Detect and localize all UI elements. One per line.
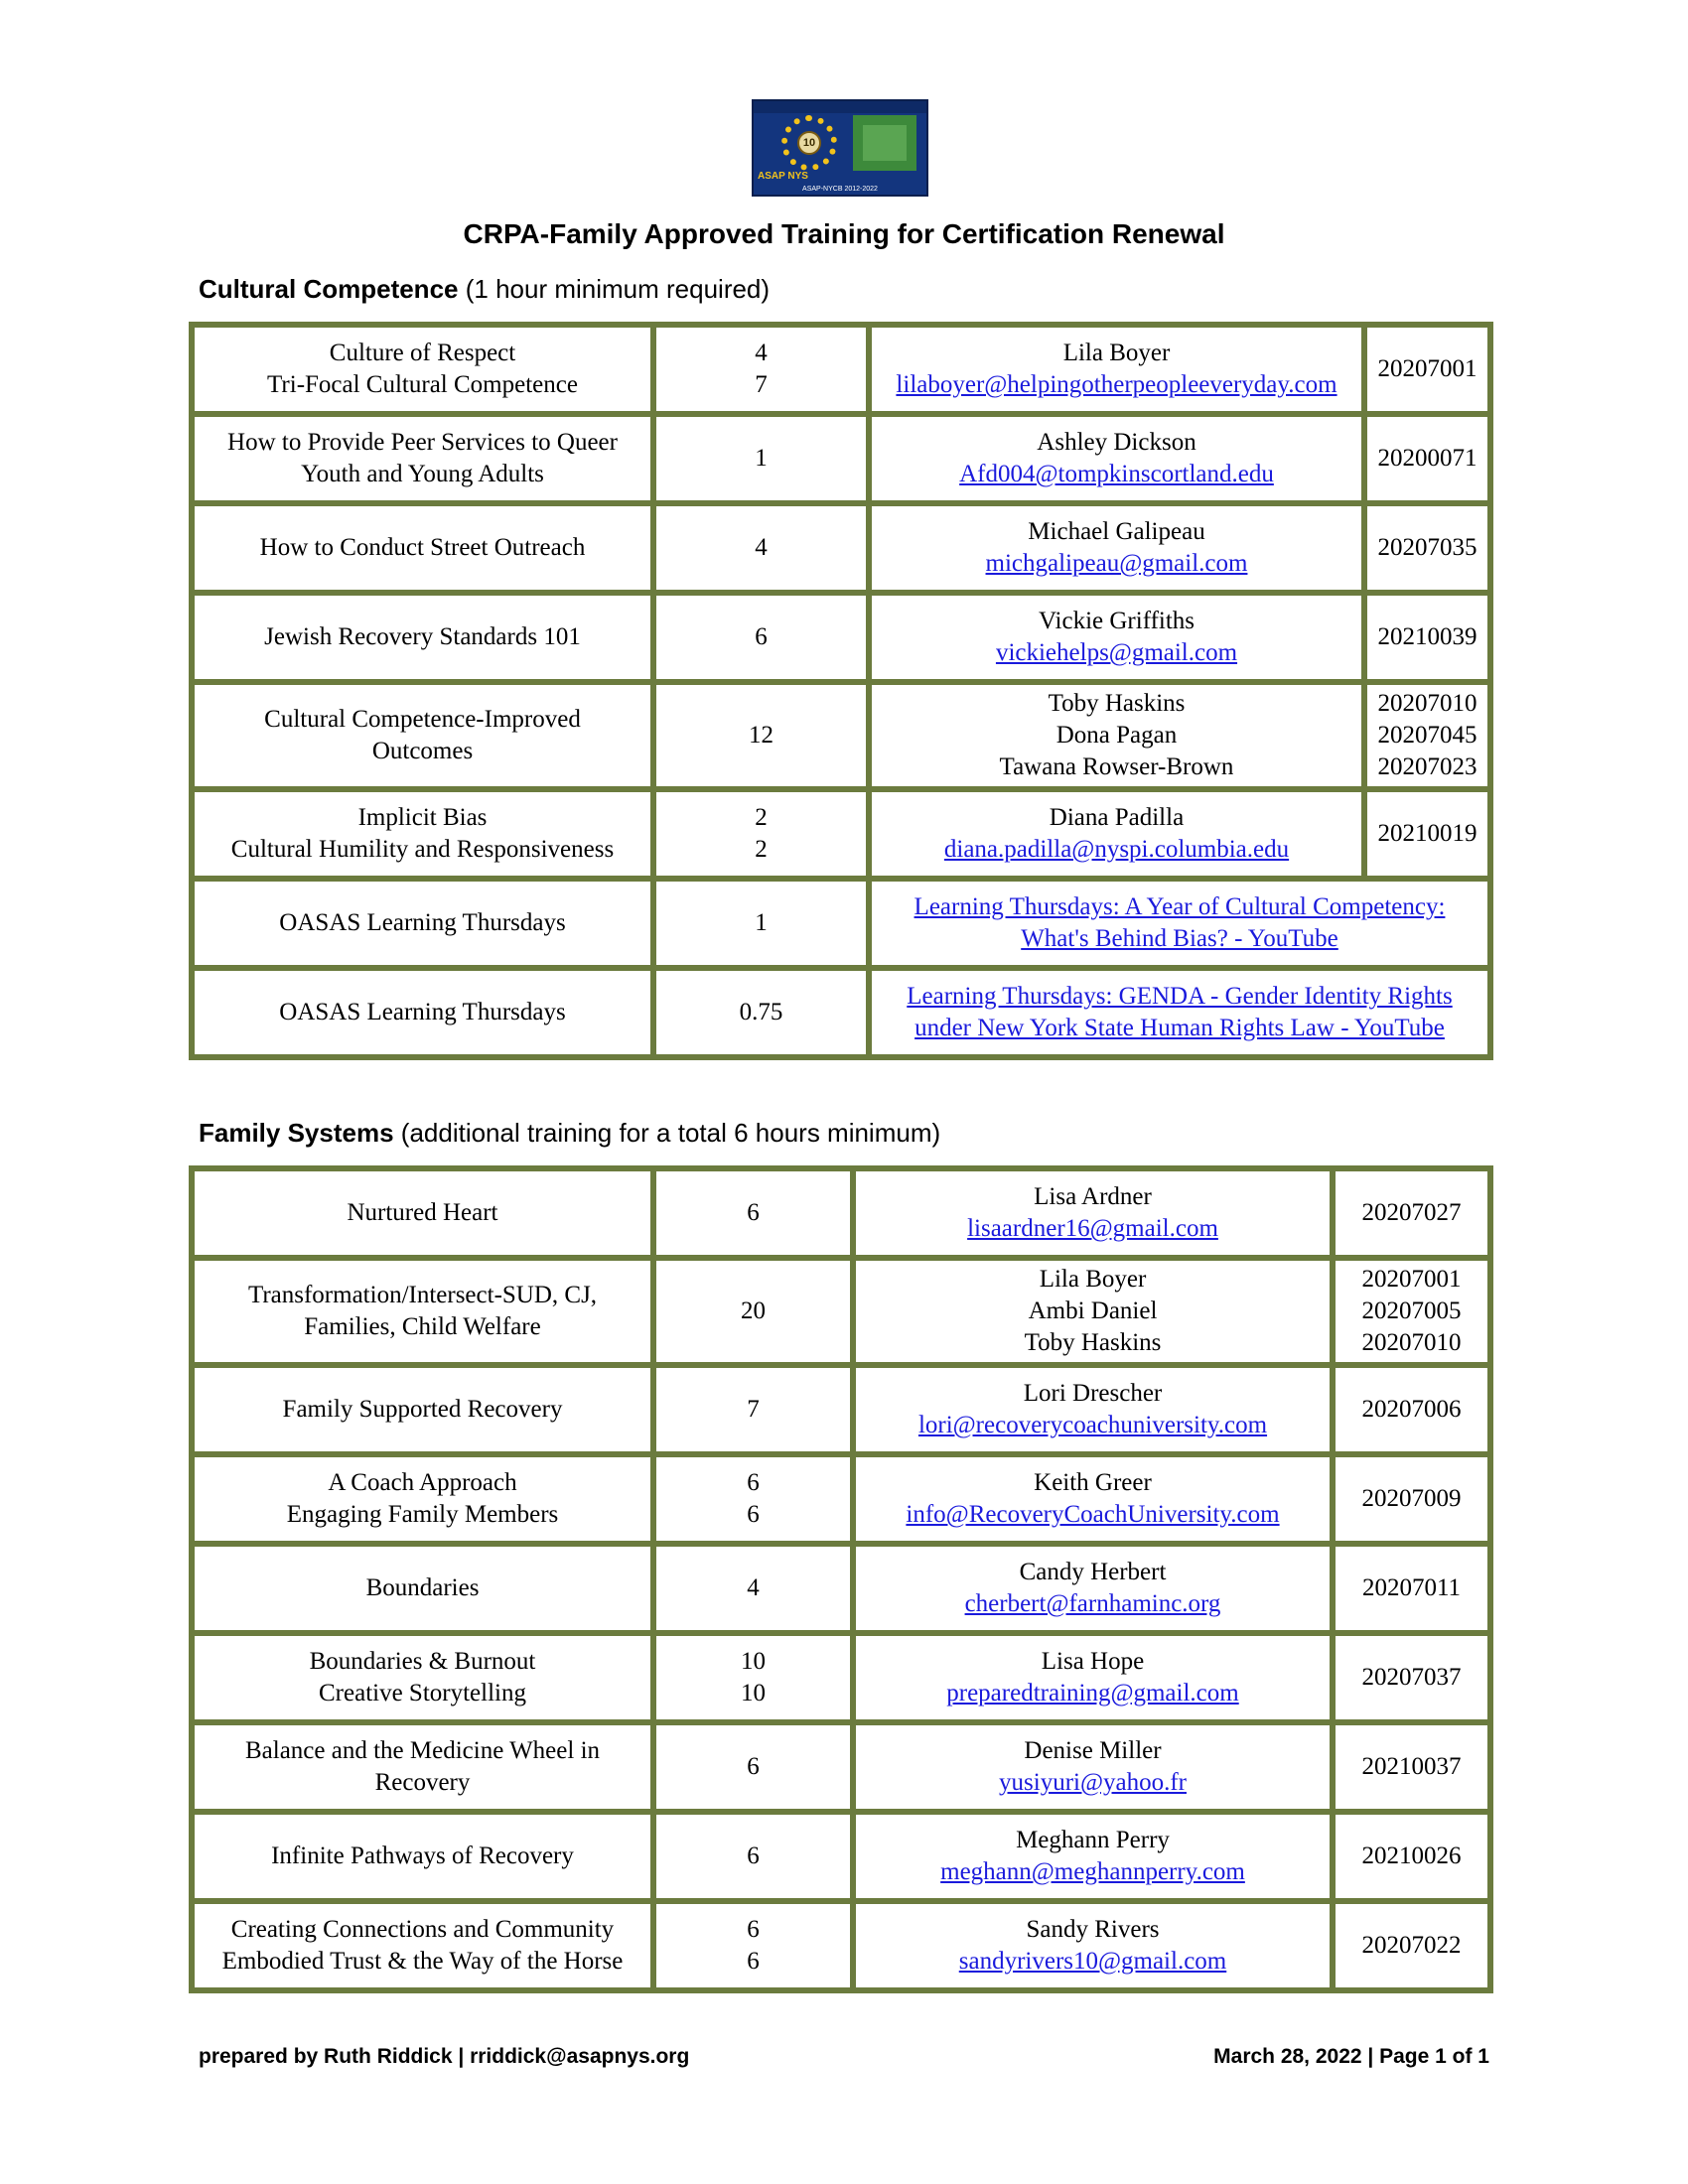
training-title-cell [195, 328, 650, 411]
trainer-name: Keith Greer [1034, 1469, 1152, 1496]
hours-cell [656, 417, 866, 500]
family-systems-table [189, 1165, 1493, 1993]
page-title: CRPA-Family Approved Training for Certification Renewal [463, 218, 1225, 249]
youtube-link-cell [872, 971, 1487, 1054]
training-title: How to Conduct Street Outreach [259, 534, 586, 561]
training-hours: 10 [741, 1648, 766, 1675]
cert-number: 20210037 [1361, 1753, 1462, 1780]
hours-cell [656, 328, 866, 411]
cert-number-cell [1336, 1368, 1487, 1451]
table-row [195, 1261, 1487, 1362]
trainer-cell [872, 596, 1361, 679]
trainer-email-link[interactable]: cherbert@farnhaminc.org [964, 1590, 1221, 1617]
trainer-email-link[interactable]: sandyrivers10@gmail.com [958, 1948, 1227, 1975]
trainer-email-link[interactable]: diana.padilla@nyspi.columbia.edu [943, 836, 1290, 863]
table-row [195, 506, 1487, 590]
trainer-name: Vickie Griffiths [1038, 608, 1196, 634]
trainer-name: Lila Boyer [1062, 340, 1171, 366]
asap-logo [752, 99, 928, 197]
hours-cell [656, 1457, 850, 1541]
training-title-cell [195, 1815, 650, 1898]
cert-number-cell [1367, 792, 1487, 876]
trainer-name: Lisa Hope [1041, 1648, 1145, 1675]
training-title-cell [195, 596, 650, 679]
training-hours: 7 [755, 371, 768, 398]
training-title: Jewish Recovery Standards 101 [264, 623, 581, 650]
table-row [195, 1904, 1487, 1987]
hours-cell [656, 506, 866, 590]
training-title-cell [195, 1547, 650, 1630]
youtube-link[interactable]: under New York State Human Rights Law - YouTube [914, 1015, 1445, 1041]
training-title: A Coach Approach [328, 1469, 517, 1496]
cert-number-cell [1336, 1547, 1487, 1630]
trainer-cell [872, 328, 1361, 411]
trainer-cell [856, 1457, 1330, 1541]
trainer-name: Toby Haskins [1048, 690, 1186, 717]
training-title: Recovery [374, 1769, 471, 1796]
hours-cell [656, 1261, 850, 1362]
training-title: OASAS Learning Thursdays [279, 999, 566, 1025]
training-hours: 6 [747, 1753, 760, 1780]
trainer-cell [872, 506, 1361, 590]
trainer-cell [872, 417, 1361, 500]
cert-number-cell [1336, 1725, 1487, 1809]
cert-number: 20207001 [1377, 355, 1477, 382]
cert-number-cell [1336, 1904, 1487, 1987]
youtube-link-cell [872, 882, 1487, 965]
hours-cell [656, 596, 866, 679]
hours-cell [656, 1547, 850, 1630]
trainer-name: Candy Herbert [1019, 1559, 1167, 1585]
cert-number-cell [1367, 328, 1487, 411]
trainer-cell [872, 685, 1361, 786]
cert-number: 20210026 [1361, 1843, 1462, 1869]
trainer-cell [856, 1368, 1330, 1451]
hours-cell [656, 1815, 850, 1898]
training-title: Outcomes [371, 738, 474, 764]
table-row [195, 792, 1487, 876]
trainer-email-link[interactable]: michgalipeau@gmail.com [985, 550, 1248, 577]
trainer-name: Lori Drescher [1023, 1380, 1163, 1407]
training-hours: 1 [755, 445, 768, 472]
training-title: Cultural Humility and Responsiveness [230, 836, 615, 863]
training-title: Creating Connections and Community [230, 1916, 615, 1943]
logo-top-strip [754, 101, 926, 113]
cert-number: 20207037 [1361, 1664, 1462, 1691]
training-title: Engaging Family Members [286, 1501, 559, 1528]
cert-number: 20207010 [1361, 1329, 1462, 1356]
training-title: Culture of Respect [329, 340, 516, 366]
cert-number: 20207023 [1377, 753, 1477, 780]
training-hours: 1 [755, 909, 768, 936]
table-row [195, 328, 1487, 411]
training-hours: 6 [755, 623, 768, 650]
training-hours: 6 [747, 1916, 760, 1943]
trainer-email-link[interactable]: lisaardner16@gmail.com [967, 1215, 1218, 1242]
youtube-link[interactable]: What's Behind Bias? - YouTube [1021, 925, 1338, 952]
trainer-cell [856, 1725, 1330, 1809]
cert-number: 20207045 [1377, 722, 1477, 749]
hours-cell [656, 792, 866, 876]
training-title: How to Provide Peer Services to Queer [227, 429, 618, 456]
training-hours: 6 [747, 1948, 760, 1975]
cert-number: 20207005 [1361, 1297, 1462, 1324]
hours-cell [656, 1636, 850, 1719]
trainer-cell [856, 1904, 1330, 1987]
training-hours: 12 [749, 722, 774, 749]
cert-number: 20207006 [1361, 1396, 1462, 1423]
trainer-name: Lila Boyer [1039, 1266, 1147, 1293]
training-hours: 7 [747, 1396, 760, 1423]
table-row [195, 417, 1487, 500]
cert-number: 20207022 [1361, 1932, 1462, 1959]
trainer-name: Toby Haskins [1024, 1329, 1162, 1356]
trainer-email-link[interactable]: vickiehelps@gmail.com [995, 639, 1238, 666]
training-hours: 4 [755, 534, 768, 561]
cert-number: 20207010 [1377, 690, 1477, 717]
trainer-name: Tawana Rowser-Brown [999, 753, 1234, 780]
cert-number: 20207035 [1377, 534, 1477, 561]
training-title: Infinite Pathways of Recovery [271, 1843, 574, 1869]
cert-number: 20210039 [1377, 623, 1477, 650]
trainer-name: Lisa Ardner [1034, 1183, 1152, 1210]
training-title-cell [195, 1261, 650, 1362]
training-title: Tri-Focal Cultural Competence [267, 371, 578, 398]
training-hours: 4 [747, 1574, 760, 1601]
footer-date-page: March 28, 2022 | Page 1 of 1 [1213, 2045, 1489, 2068]
trainer-name: Denise Miller [1024, 1737, 1162, 1764]
trainer-name: Ambi Daniel [1028, 1297, 1158, 1324]
trainer-cell [856, 1171, 1330, 1255]
training-title: Balance and the Medicine Wheel in [244, 1737, 601, 1764]
training-title-cell [195, 1171, 650, 1255]
trainer-email-link[interactable]: info@RecoveryCoachUniversity.com [906, 1501, 1280, 1528]
cert-number: 20200071 [1377, 445, 1477, 472]
training-title-cell [195, 1457, 650, 1541]
trainer-email-link[interactable]: lori@recoverycoachuniversity.com [917, 1412, 1268, 1438]
cert-number-cell [1367, 685, 1487, 786]
training-title: Boundaries & Burnout [309, 1648, 536, 1675]
training-title-cell [195, 1636, 650, 1719]
table-row [195, 596, 1487, 679]
cert-number: 20207009 [1361, 1485, 1462, 1512]
training-hours: 2 [755, 836, 768, 863]
cert-number-cell [1367, 417, 1487, 500]
table-row [195, 1171, 1487, 1255]
trainer-cell [872, 792, 1361, 876]
training-title-cell [195, 1725, 650, 1809]
cultural-competence-table [189, 322, 1493, 1060]
training-title-cell [195, 1368, 650, 1451]
hours-cell [656, 971, 866, 1054]
table-row [195, 882, 1487, 965]
training-title-cell [195, 685, 650, 786]
training-hours: 6 [747, 1469, 760, 1496]
trainer-email-link[interactable]: Afd004@tompkinscortland.edu [959, 461, 1274, 487]
cert-number: 20210019 [1377, 820, 1477, 847]
training-title: Embodied Trust & the Way of the Horse [221, 1948, 624, 1975]
table-row [195, 1725, 1487, 1809]
cert-number-cell [1336, 1815, 1487, 1898]
training-title-cell [195, 882, 650, 965]
logo-bottom-text: ASAP-NYCB 2012-2022 [802, 186, 878, 193]
table-row [195, 1368, 1487, 1451]
logo-green-panel [853, 115, 916, 171]
training-hours: 2 [755, 804, 768, 831]
hours-cell [656, 1725, 850, 1809]
cert-number-cell [1336, 1636, 1487, 1719]
training-title: Creative Storytelling [319, 1680, 526, 1706]
training-hours: 6 [747, 1501, 760, 1528]
training-title: Families, Child Welfare [304, 1313, 541, 1340]
trainer-name: Diana Padilla [1049, 804, 1185, 831]
footer-prepared-by: prepared by Ruth Riddick | rriddick@asapnys.org [199, 2045, 690, 2068]
training-title-cell [195, 506, 650, 590]
trainer-email-link[interactable]: lilaboyer@helpingotherpeopleeveryday.com [896, 371, 1337, 398]
section-family-heading: Family Systems (additional training for a total 6 hours minimum) [199, 1118, 941, 1148]
logo-org: ASAP NYS [758, 171, 808, 182]
trainer-name: Sandy Rivers [1026, 1916, 1160, 1943]
table-row [195, 1636, 1487, 1719]
training-title-cell [195, 1904, 650, 1987]
cert-number-cell [1336, 1171, 1487, 1255]
trainer-name: Michael Galipeau [1028, 518, 1205, 545]
training-title: Family Supported Recovery [282, 1396, 563, 1423]
training-hours: 6 [747, 1199, 760, 1226]
table-row [195, 1547, 1487, 1630]
training-hours: 4 [755, 340, 768, 366]
cert-number: 20207011 [1361, 1574, 1462, 1601]
logo-badge: 10 [797, 131, 821, 155]
training-hours: 0.75 [739, 999, 783, 1025]
trainer-cell [856, 1815, 1330, 1898]
training-title: Boundaries [365, 1574, 480, 1601]
training-hours: 20 [741, 1297, 766, 1324]
trainer-name: Dona Pagan [1055, 722, 1178, 749]
trainer-name: Meghann Perry [1016, 1827, 1170, 1853]
training-title-cell [195, 417, 650, 500]
table-row [195, 1457, 1487, 1541]
training-title: Youth and Young Adults [301, 461, 544, 487]
table-row [195, 971, 1487, 1054]
table-row [195, 685, 1487, 786]
trainer-email-link[interactable]: meghann@meghannperry.com [940, 1858, 1245, 1885]
hours-cell [656, 1368, 850, 1451]
training-title-cell [195, 971, 650, 1054]
training-title: Nurtured Heart [347, 1199, 498, 1226]
trainer-cell [856, 1636, 1330, 1719]
youtube-link[interactable]: Learning Thursdays: A Year of Cultural Competency: [914, 893, 1446, 920]
training-title: Implicit Bias [357, 804, 488, 831]
trainer-email-link[interactable]: preparedtraining@gmail.com [946, 1680, 1239, 1706]
training-hours: 6 [747, 1843, 760, 1869]
hours-cell [656, 1904, 850, 1987]
table-row [195, 1815, 1487, 1898]
cert-number-cell [1367, 596, 1487, 679]
trainer-name: Ashley Dickson [1037, 429, 1196, 456]
training-hours: 10 [741, 1680, 766, 1706]
cert-number-cell [1336, 1261, 1487, 1362]
section-cultural-heading: Cultural Competence (1 hour minimum required) [199, 274, 771, 304]
trainer-cell [856, 1261, 1330, 1362]
training-title: OASAS Learning Thursdays [279, 909, 566, 936]
training-title-cell [195, 792, 650, 876]
hours-cell [656, 685, 866, 786]
training-title: Cultural Competence-Improved [264, 706, 581, 733]
cert-number-cell [1336, 1457, 1487, 1541]
cert-number-cell [1367, 506, 1487, 590]
trainer-email-link[interactable]: yusiyuri@yahoo.fr [999, 1769, 1187, 1796]
cert-number: 20207001 [1361, 1266, 1462, 1293]
hours-cell [656, 1171, 850, 1255]
trainer-cell [856, 1547, 1330, 1630]
cert-number: 20207027 [1361, 1199, 1462, 1226]
hours-cell [656, 882, 866, 965]
training-title: Transformation/Intersect-SUD, CJ, [247, 1282, 598, 1308]
youtube-link[interactable]: Learning Thursdays: GENDA - Gender Identity Rights [907, 983, 1453, 1010]
